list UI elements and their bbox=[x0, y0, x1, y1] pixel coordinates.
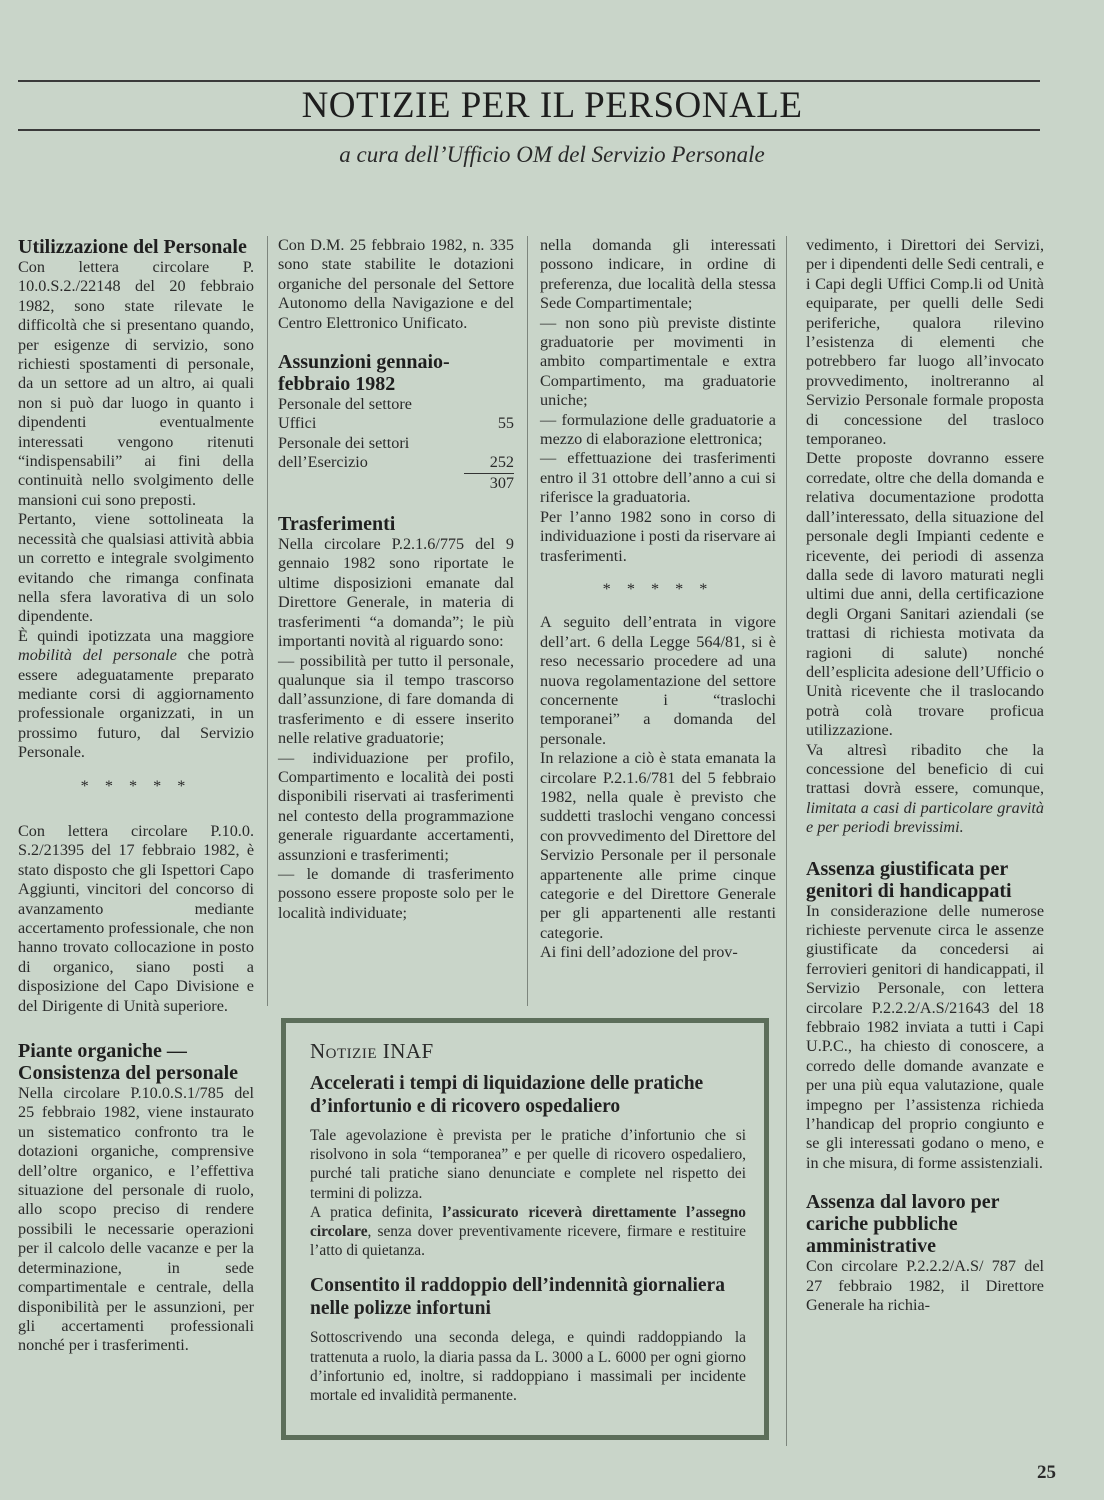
paragraph: vedimento, i Direttori dei Servizi, per i dipendenti delle Sedi centrali, e i Capi degli Uffici Comp.li od Unità equiparate, per quelli delle Sedi periferiche, qualora rilevino l’esistenza di elementi che potrebbero far luogo all’invocato provvedimento, inoltreranno al Servizio Personale formale proposta di concessione del trasloco temporaneo. bbox=[806, 236, 1044, 449]
heading-piante-organiche: Piante organiche — Consistenza del personale bbox=[18, 1040, 238, 1085]
column-3 bbox=[540, 236, 776, 963]
paragraph: Pertanto, viene sottolineata la necessità che qualsiasi attività abbia un corretto e integrale svolgimento evitando che rimanga confinata nella sfera lavorativa di un solo dipendente. bbox=[18, 510, 254, 626]
paragraph: Sottoscrivendo una seconda delega, e quindi raddoppiando la trattenuta a ruolo, la diaria passa da L. 3000 a L. 6000 per ogni giorno d’infortunio ed, inoltre, si raddoppiano i massimali per incidente mortale ed invalidità permanente. bbox=[310, 1329, 746, 1405]
paragraph: — le domande di trasferimento possono essere proposte solo per le località individuate; bbox=[278, 864, 514, 922]
column-divider bbox=[527, 236, 528, 1006]
paragraph: Ai fini dell’adozione del prov- bbox=[540, 943, 738, 962]
paragraph: Nella circolare P.10.0.S.1/785 del 25 febbraio 1982, viene instaurato un sistematico confronto tra le dotazioni organiche, comprensive dell’oltre organico, e l’effettiva situazione del personale di ruolo, allo scopo preciso di rendere possibili le necessarie operazioni per il calcolo delle vacanze e per la determinazione, in sede compartimentale e centrale, della disponibilità per le assunzioni, per gli accertamenti professionali nonché per i trasferimenti. bbox=[18, 1084, 254, 1355]
paragraph: In considerazione delle numerose richieste pervenute circa le assenze giustificate da concedersi ai ferrovieri genitori di handicappati, il Servizio Personale, con lettera circolare P.2.2.2/A.S/21643 del 18 febbraio 1982 inviata a tutti i Capi U.P.C., ha chiesto di conoscere, a corredo delle domande avanzate e per una più equa valutazione, quale impegno per l’assistenza richieda l’handicap del proprio congiunto e se gli interessati godano o meno, e in che misura, di forme assistenziali. bbox=[806, 901, 1044, 1172]
page-title: NOTIZIE PER IL PERSONALE bbox=[301, 85, 803, 126]
column-2 bbox=[278, 236, 514, 923]
heading-assenza-handicappati: Assenza giustificata per genitori di handicappati bbox=[806, 857, 1012, 902]
paragraph: Tale agevolazione è prevista per le pratiche d’infortunio che si risolvono in sola “temporanea” e per quelle di ricovero ospedaliero, purché tali pratiche siano denunciate e complete nel rispetto dei termini di polizza. bbox=[310, 1127, 746, 1202]
inaf-heading-raddoppio: Consentito il raddoppio dell’indennità giornaliera nelle polizze infortuni bbox=[310, 1275, 725, 1320]
assunzioni-table bbox=[278, 395, 514, 493]
paragraph: Va altresì ribadito che la concessione del beneficio di cui trattasi dovrà essere, comunque, limitata a casi di particolare gravità e per periodi brevissimi. bbox=[806, 740, 1044, 837]
inaf-label: Notizie INAF bbox=[310, 1039, 434, 1063]
paragraph: Nella circolare P.2.1.6/775 del 9 gennaio 1982 sono riportate le ultime disposizioni emanate dal Direttore Generale, in materia di trasferimenti “a domanda”; le più importanti novità al riguardo sono: bbox=[278, 535, 514, 651]
paragraph: A pratica definita, l’assicurato riceverà direttamente l’assegno circolare, senza dover preventivamente ricevere, firmare e restituire l’atto di quietanza. bbox=[310, 1203, 746, 1260]
column-divider bbox=[786, 236, 787, 1446]
inaf-heading-accelerati: Accelerati i tempi di liquidazione delle pratiche d’infortunio e di ricovero ospedaliero bbox=[310, 1073, 704, 1117]
paragraph: A seguito dell’entrata in vigore dell’art. 6 della Legge 564/81, si è reso necessario procedere ad una nuova regolamentazione del settore concernente i “traslochi temporanei” a domanda del personale. bbox=[540, 613, 776, 748]
page-subtitle: a cura dell’Ufficio OM del Servizio Personale bbox=[339, 142, 765, 167]
paragraph: Per l’anno 1982 sono in corso di individuazione i posti da riservare ai trasferimenti. bbox=[540, 507, 776, 565]
column-divider bbox=[267, 236, 268, 1006]
paragraph: Con D.M. 25 febbraio 1982, n. 335 sono state stabilite le dotazioni organiche del personale del Settore Autonomo della Navigazione e del Centro Elettronico Unificato. bbox=[278, 236, 514, 332]
column-1 bbox=[18, 236, 254, 1356]
table-row: Personale dei settori bbox=[278, 433, 410, 452]
paragraph: È quindi ipotizzata una maggiore mobilità del personale che potrà essere adeguatamente preparato mediante corsi di aggiornamento professionale organizzati, in un prossimo futuro, dal Servizio Personale. bbox=[18, 626, 254, 762]
table-row: Uffici 55 bbox=[278, 414, 514, 433]
column-4 bbox=[806, 236, 1044, 1316]
paragraph: — formulazione delle graduatorie a mezzo di elaborazione elettronica; bbox=[540, 410, 776, 449]
heading-utilizzazione: Utilizzazione del Personale bbox=[18, 236, 247, 258]
table-row: Personale del settore bbox=[278, 395, 412, 414]
title-rule bbox=[18, 129, 1040, 131]
paragraph: In relazione a ciò è stata emanata la circolare P.2.1.6/781 del 5 febbraio 1982, nella quale è previsto che suddetti traslochi vengano concessi con provvedimento del Direttore del Servizio Personale per il personale appartenente alle prime cinque categorie e del Direttore Generale per gli appartenenti alle restanti categorie. bbox=[540, 749, 776, 942]
paragraph: Con circolare P.2.2.2/A.S/ 787 del 27 febbraio 1982, il Direttore Generale ha richia- bbox=[806, 1257, 1044, 1315]
inaf-news-box bbox=[281, 1018, 769, 1440]
top-rule bbox=[18, 80, 1040, 82]
paragraph: Dette proposte dovranno essere corredate, oltre che della domanda e relativa documentazione prodotta dall’interessato, della situazione del personale degli Impianti cedente e ricevente, dei periodi di assenza dalla sede di lavoro maturati negli ultimi due anni, della certificazione degli Organi Sanitari aziendali (se trattasi di richiesta motivata da ragioni di salute) nonché dell’esplicita adesione dell’Ufficio o Unità ricevente che il traslocando potrà colà trovare proficua utilizzazione. bbox=[806, 449, 1044, 740]
paragraph: — effettuazione dei trasferimenti entro il 31 ottobre dell’anno a cui si riferisce la graduatoria. bbox=[540, 449, 776, 507]
heading-trasferimenti: Trasferimenti bbox=[278, 513, 396, 536]
page-number: 25 bbox=[1037, 1462, 1056, 1483]
paragraph: nella domanda gli interessati possono indicare, in ordine di preferenza, due località della stessa Sede Compartimentale; bbox=[540, 236, 776, 313]
section-separator: * * * * * bbox=[602, 579, 714, 598]
heading-assenza-cariche: Assenza dal lavoro per cariche pubbliche amministrative bbox=[806, 1191, 1000, 1258]
paragraph: — non sono più previste distinte graduatorie per movimenti in ambito compartimentale e extra Compartimento, ma graduatorie uniche; bbox=[540, 313, 776, 410]
section-separator: * * * * * bbox=[80, 776, 192, 795]
paragraph: — individuazione per profilo, Compartimento e località dei posti disponibili riservati ai trasferimenti nel contesto della programmazione generale riguardante accertamenti, assunzioni e trasferimenti; bbox=[278, 748, 514, 864]
table-total-row: 307 bbox=[278, 473, 514, 493]
paragraph: Con lettera circolare P. 10.0.S.2./22148 del 20 febbraio 1982, sono state rilevate le difficoltà che si presentano quando, per esigenze di servizio, sono richiesti spostamenti di personale, da un settore ad un altro, ai quali non si può dar luogo in quanto i dipendenti eventualmente interessati vengono ritenuti “indispensabili” ai fini della continuità nello svolgimento delle mansioni cui sono preposti. bbox=[18, 258, 254, 509]
heading-assunzioni: Assunzioni gennaio-febbraio 1982 bbox=[278, 351, 450, 396]
paragraph: — possibilità per tutto il personale, qualunque sia il tempo trascorso dall’assunzione, di fare domanda di trasferimento e di essere inserito nelle relative graduatorie; bbox=[278, 651, 514, 748]
paragraph: Con lettera circolare P.10.0. S.2/21395 del 17 febbraio 1982, è stato disposto che gli Ispettori Capo Aggiunti, vincitori del concorso di avanzamento mediante accertamento professionale, che non hanno trovato collocazione in posto di organico, siano posti a disposizione del Capo Divisione e del Dirigente di Unità superiore. bbox=[18, 821, 254, 1015]
table-row: dell’Esercizio 252 bbox=[278, 453, 514, 472]
